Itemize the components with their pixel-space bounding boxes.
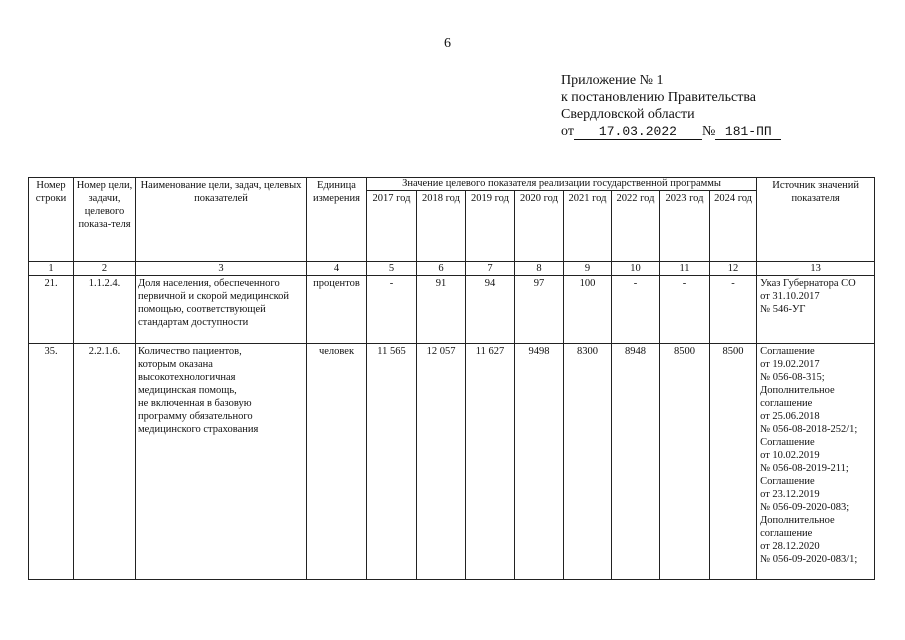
source-line: соглашение <box>760 398 813 409</box>
column-number: 4 <box>307 262 367 276</box>
header-source: Источник значений показателя <box>757 178 875 262</box>
column-number: 3 <box>136 262 307 276</box>
value-2019: 94 <box>466 276 515 344</box>
column-number: 12 <box>710 262 757 276</box>
source-line: № 056-08-2019-211; <box>760 463 849 474</box>
header-name: Наименование цели, задач, целевых показателей <box>136 178 307 262</box>
value-2017: - <box>367 276 417 344</box>
source-line: от 10.02.2019 <box>760 450 820 461</box>
unit: процентов <box>307 276 367 344</box>
row-number: 21. <box>29 276 74 344</box>
source-line: № 056-09-2020-083/1; <box>760 554 858 565</box>
table-row <box>29 276 875 344</box>
source-line: Соглашение <box>760 437 815 448</box>
value-2023: 8500 <box>660 344 710 580</box>
name-line: высокотехнологичная <box>138 372 236 383</box>
header-year-2022: 2022 год <box>612 191 660 262</box>
table-row <box>29 344 875 580</box>
goal-number: 1.1.2.4. <box>74 276 136 344</box>
appendix-block <box>561 72 781 140</box>
source-line: от 28.12.2020 <box>760 541 820 552</box>
appendix-line-3: Свердловской области <box>561 107 695 122</box>
value-2023: - <box>660 276 710 344</box>
name-line: медицинского страхования <box>138 424 259 435</box>
column-number: 2 <box>74 262 136 276</box>
column-number-row <box>29 262 875 276</box>
resolution-number: 181-ПП <box>715 124 781 140</box>
column-number: 5 <box>367 262 417 276</box>
goal-number: 2.2.1.6. <box>74 344 136 580</box>
source-line: соглашение <box>760 528 813 539</box>
header-year-2021: 2021 год <box>564 191 612 262</box>
column-number: 8 <box>515 262 564 276</box>
column-number: 1 <box>29 262 74 276</box>
value-2019: 11 627 <box>466 344 515 580</box>
header-year-2019: 2019 год <box>466 191 515 262</box>
value-2022: 8948 <box>612 344 660 580</box>
name-line: программу обязательного <box>138 411 253 422</box>
value-2021: 100 <box>564 276 612 344</box>
header-unit: Единица измерения <box>307 178 367 262</box>
header-row-no: Номер строки <box>29 178 74 262</box>
value-2022: - <box>612 276 660 344</box>
name-line: которым оказана <box>138 359 213 370</box>
appendix-line-2: к постановлению Правительства <box>561 90 757 105</box>
source-line: Дополнительное <box>760 515 835 526</box>
value-2018: 12 057 <box>417 344 466 580</box>
source-line: от 31.10.2017 <box>760 291 820 302</box>
unit: человек <box>307 344 367 580</box>
source-line: от 23.12.2019 <box>760 489 820 500</box>
header-year-2024: 2024 год <box>710 191 757 262</box>
column-number: 11 <box>660 262 710 276</box>
source-line: № 056-08-315; <box>760 372 825 383</box>
row-number: 35. <box>29 344 74 580</box>
date-prefix: от <box>561 124 574 139</box>
source-cell <box>757 344 875 580</box>
value-2024: - <box>710 276 757 344</box>
header-goal-no: Номер цели, задачи, целевого показа-теля <box>74 178 136 262</box>
resolution-date: 17.03.2022 <box>574 124 702 140</box>
column-number: 9 <box>564 262 612 276</box>
value-2020: 97 <box>515 276 564 344</box>
source-line: Соглашение <box>760 346 815 357</box>
source-cell <box>757 276 875 344</box>
appendix-date-row <box>561 123 781 140</box>
header-row-1 <box>29 178 875 191</box>
value-2024: 8500 <box>710 344 757 580</box>
source-line: № 056-08-2018-252/1; <box>760 424 858 435</box>
appendix-title: Приложение № 1 <box>561 73 664 88</box>
column-number: 6 <box>417 262 466 276</box>
source-line: № 546-УГ <box>760 304 806 315</box>
source-line: Указ Губернатора СО <box>760 278 856 289</box>
column-number: 10 <box>612 262 660 276</box>
header-values-group: Значение целевого показателя реализации государственной программы <box>367 178 757 191</box>
header-year-2018: 2018 год <box>417 191 466 262</box>
header-year-2020: 2020 год <box>515 191 564 262</box>
value-2017: 11 565 <box>367 344 417 580</box>
name-line: не включенная в базовую <box>138 398 252 409</box>
source-line: Соглашение <box>760 476 815 487</box>
indicators-table <box>28 177 875 580</box>
indicator-name: Доля населения, обеспеченного первичной и скорой медицинской помощью, соответствующей стандартам доступности <box>136 276 307 344</box>
source-line: от 19.02.2017 <box>760 359 820 370</box>
number-prefix: № <box>701 124 716 139</box>
column-number: 7 <box>466 262 515 276</box>
header-year-2023: 2023 год <box>660 191 710 262</box>
column-number: 13 <box>757 262 875 276</box>
page-number: 6 <box>444 36 451 51</box>
source-line: Дополнительное <box>760 385 835 396</box>
name-line: Количество пациентов, <box>138 346 242 357</box>
header-year-2017: 2017 год <box>367 191 417 262</box>
indicator-name <box>136 344 307 580</box>
source-line: № 056-09-2020-083; <box>760 502 850 513</box>
value-2020: 9498 <box>515 344 564 580</box>
value-2018: 91 <box>417 276 466 344</box>
source-line: от 25.06.2018 <box>760 411 820 422</box>
value-2021: 8300 <box>564 344 612 580</box>
name-line: медицинская помощь, <box>138 385 237 396</box>
